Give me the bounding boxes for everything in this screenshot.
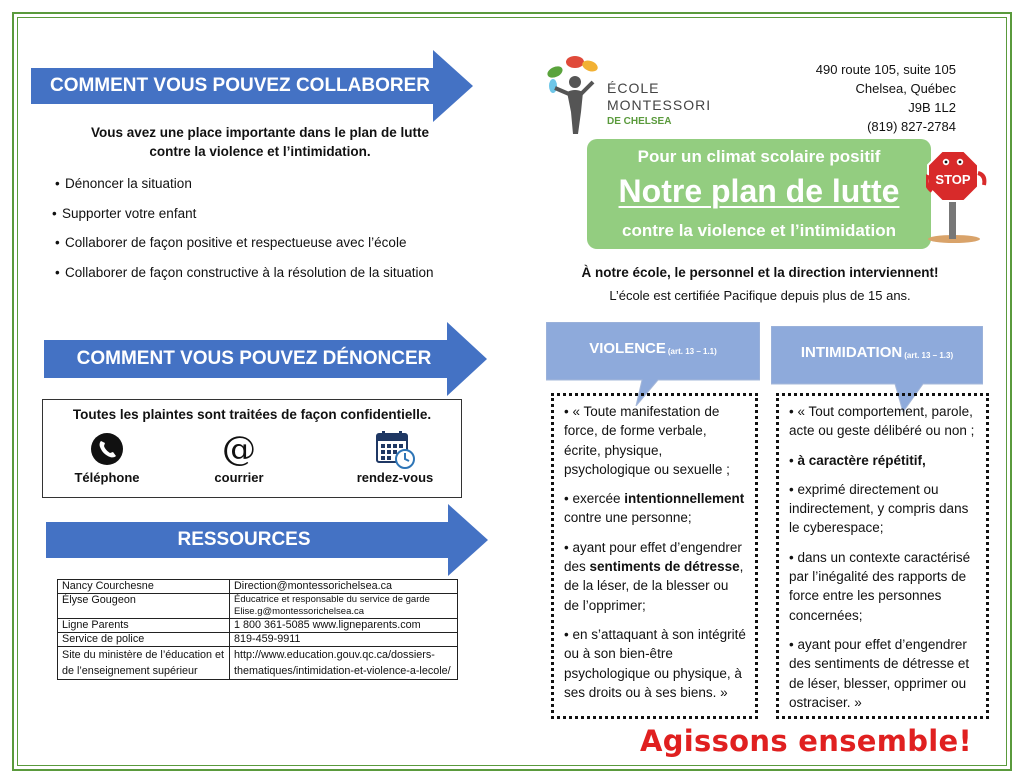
intimidation-title: INTIMIDATION (art. 13 – 1.3) xyxy=(800,343,954,361)
at-sign-icon: @ xyxy=(222,429,256,469)
collaborate-header: COMMENT VOUS POUVEZ COLLABORER xyxy=(49,75,430,96)
contact-phone-label: Téléphone xyxy=(74,470,140,485)
table-row: Nancy Courchesne Direction@montessorichelsea.ca xyxy=(58,580,458,594)
plan-banner xyxy=(587,139,931,249)
resources-header: RESSOURCES xyxy=(177,529,311,550)
collaborate-bullet-list xyxy=(52,176,433,295)
denounce-header-arrow xyxy=(44,322,487,396)
violence-definition-box xyxy=(551,393,758,719)
list-item: • Collaborer de façon positive et respectueuse avec l’école xyxy=(55,235,407,251)
denounce-header: COMMENT VOUS POUVEZ DÉNONCER xyxy=(76,348,432,369)
intervention-statement: À notre école, le personnel et la direction interviennent! xyxy=(581,265,939,280)
collaborate-intro-line1: Vous avez une place importante dans le plan de lutte xyxy=(90,125,430,140)
logo-text-line2: MONTESSORI xyxy=(607,97,712,113)
phone-icon xyxy=(90,432,124,466)
calendar-clock-icon xyxy=(375,429,415,469)
intimidation-paragraph: • ayant pour effet d’engendrer des sentiments de détresse et de léser, blesser, opprimer ou ostraciser. » xyxy=(789,636,970,710)
banner-subtitle: Pour un climat scolaire positif xyxy=(637,147,881,166)
intimidation-paragraph: • « Tout comportement, parole, acte ou geste délibéré ou non ; xyxy=(789,404,975,439)
violence-paragraph: • en s’attaquant à son intégrité ou à son bien-être psychologique ou physique, à ses droits ou à ses biens. » xyxy=(564,626,746,700)
collaborate-header-arrow xyxy=(31,50,473,122)
logo-text-line1: ÉCOLE xyxy=(607,80,660,96)
collaborate-intro xyxy=(60,123,460,161)
table-row: Ligne Parents 1 800 361-5085 www.ligneparents.com xyxy=(58,619,458,633)
contact-mail xyxy=(179,429,299,485)
violence-paragraph: • « Toute manifestation de force, de forme verbale, écrite, physique, psychologique ou sexuelle ; xyxy=(564,404,730,477)
collaborate-intro-line2: contre la violence et l’intimidation. xyxy=(149,144,371,159)
logo-text-line3: DE CHELSEA xyxy=(607,116,672,127)
list-item: • Dénoncer la situation xyxy=(55,176,192,191)
intimidation-definition-box xyxy=(776,393,989,719)
stop-sign-character-icon xyxy=(926,143,988,243)
list-item: • Supporter votre enfant xyxy=(52,205,197,221)
confidential-note: Toutes les plaintes sont traitées de façon confidentielle. xyxy=(72,407,432,422)
violence-paragraph: • exercée intentionnellement contre une personne; xyxy=(564,491,745,526)
list-item: • Collaborer de façon constructive à la résolution de la situation xyxy=(55,265,434,281)
contact-appointment xyxy=(335,432,455,485)
certification-note: L’école est certifiée Pacifique depuis plus de 15 ans. xyxy=(609,288,911,303)
violence-title: VIOLENCE (art. 13 – 1.1) xyxy=(589,339,717,357)
logo-figure-icon xyxy=(545,52,605,137)
contact-phone xyxy=(47,432,167,485)
banner-bottom-line: contre la violence et l’intimidation xyxy=(622,221,896,240)
banner-title: Notre plan de lutte xyxy=(618,173,900,209)
table-row: Élyse Gougeon Éducatrice et responsable du service de garde Elise.g@montessorichelsea.ca xyxy=(58,594,458,619)
resources-table xyxy=(57,579,458,680)
school-address: 490 route 105, suite 105 Chelsea, Québec J9B 1L2 (819) 827-2784 xyxy=(815,62,956,134)
intimidation-paragraph: • à caractère répétitif, xyxy=(789,452,926,468)
contact-appointment-label: rendez-vous xyxy=(356,470,434,485)
table-row: Site du ministère de l’éducation et de l’enseignement supérieur http://www.education.gouv.qc.ca/dossiers-thematiques/intimidation-et-violence-a-lecole/ xyxy=(58,647,458,680)
complaint-box xyxy=(42,399,462,498)
table-row: Service de police 819-459-9911 xyxy=(58,633,458,647)
violence-paragraph: • ayant pour effet d’engendrer des sentiments de détresse, de la léser, de la blesser ou de l’opprimer; xyxy=(564,539,744,613)
intimidation-paragraph: • dans un contexte caractérisé par l’inégalité des rapports de force entre les personnes concernées; xyxy=(789,549,971,623)
intimidation-paragraph: • exprimé directement ou indirectement, y compris dans le cyberespace; xyxy=(789,481,969,536)
school-logo xyxy=(545,52,725,137)
stop-sign-label: STOP xyxy=(935,172,971,187)
contact-mail-label: courrier xyxy=(214,470,264,485)
slogan: Agissons ensemble! xyxy=(640,724,973,758)
resources-header-arrow xyxy=(46,504,488,576)
